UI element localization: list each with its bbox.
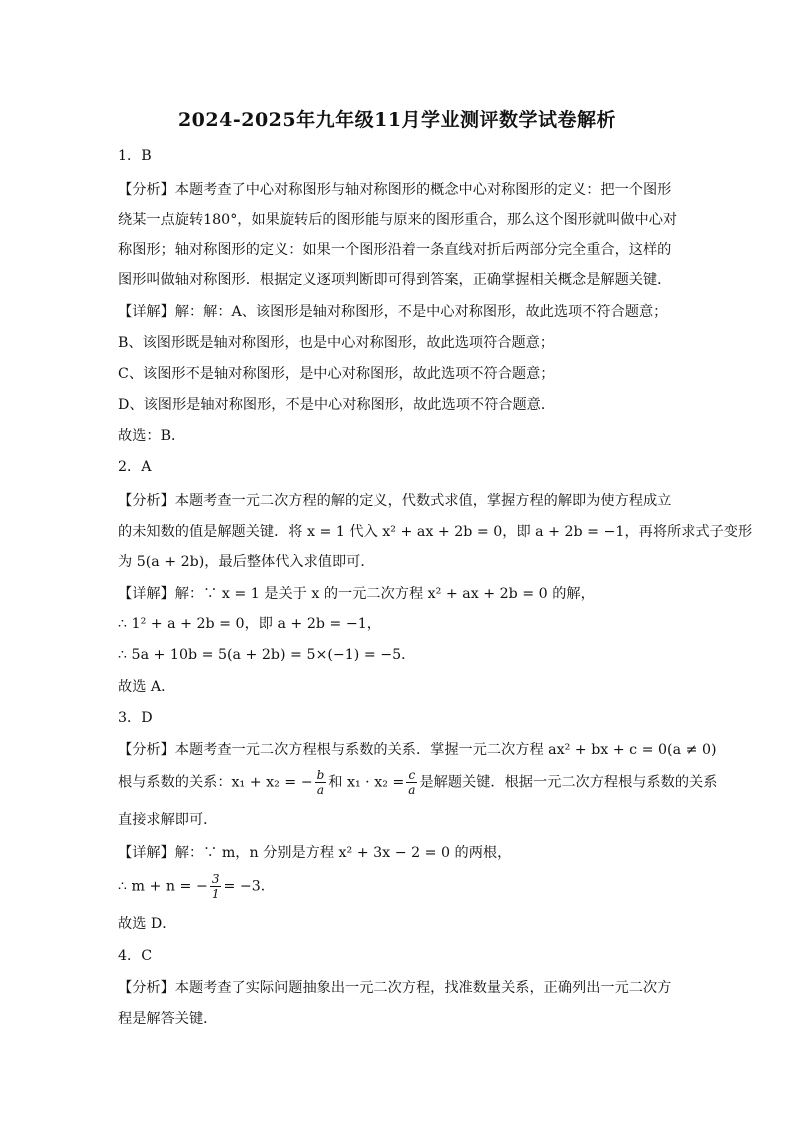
fraction-denominator: a xyxy=(316,783,325,797)
q2-analysis-line-3: 为 5(a + 2b)，最后整体代入求值即可． xyxy=(118,554,375,570)
q1-detail-line-1: 【详解】解：解：A、该图形是轴对称图形，不是中心对称图形，故此选项不符合题意； xyxy=(118,304,668,320)
q2-detail-line-3: ∴ 5a + 10b = 5(a + 2b) = 5×(−1) = −5． xyxy=(118,647,416,663)
fraction-denominator: a xyxy=(408,783,416,797)
q4-analysis-line-1: 【分析】本题考查了实际问题抽象出一元二次方程，找准数量关系，正确列出一元二次方 xyxy=(118,980,672,996)
q4-answer: 4．C xyxy=(118,948,153,964)
q3-conclusion: 故选 D． xyxy=(118,916,177,932)
q3-analysis-line-2-mid: 和 x₁ · x₂ = xyxy=(328,774,405,791)
q3-answer: 3．D xyxy=(118,710,153,726)
q2-conclusion: 故选 A． xyxy=(118,679,176,695)
q1-analysis-line-3: 称图形；轴对称图形的定义：如果一个图形沿着一条直线对折后两部分完全重合，这样的 xyxy=(118,242,672,258)
q4-analysis-line-2: 程是解答关键． xyxy=(118,1011,218,1027)
q3-detail-line-2 xyxy=(118,872,275,901)
fraction-numerator: 3 xyxy=(211,872,220,886)
q3-analysis-line-2-post: 是解题关键．根据一元二次方程根与系数的关系 xyxy=(419,774,718,791)
q1-detail-line-3: C、该图形不是轴对称图形，是中心对称图形，故此选项不符合题意； xyxy=(118,366,555,382)
fraction-3-over-1 xyxy=(210,872,222,901)
q2-answer: 2．A xyxy=(118,459,152,475)
q3-analysis-line-2-pre: 根与系数的关系：x₁ + x₂ = − xyxy=(118,774,313,791)
q2-detail-line-1: 【详解】解：∵ x = 1 是关于 x 的一元二次方程 x² + ax + 2b = 0 的解， xyxy=(118,586,595,602)
fraction-numerator: c xyxy=(406,768,417,783)
q1-conclusion: 故选：B． xyxy=(118,428,186,444)
q1-analysis-line-2: 绕某一点旋转180°，如果旋转后的图形能与原来的图形重合，那么这个图形就叫做中心对 xyxy=(118,212,678,228)
q1-analysis-line-1: 【分析】本题考查了中心对称图形与轴对称图形的概念中心对称图形的定义：把一个图形 xyxy=(118,182,672,198)
q3-detail-line-2-pre: ∴ m + n = − xyxy=(118,878,208,895)
page-title: 2024-2025年九年级11月学业测评数学试卷解析 xyxy=(177,109,617,131)
q2-analysis-line-2: 的未知数的值是解题关键．将 x = 1 代入 x² + ax + 2b = 0，即 a + 2b = −1，再将所求式子变形 xyxy=(118,524,753,540)
q1-detail-line-2: B、该图形既是轴对称图形，也是中心对称图形，故此选项符合题意； xyxy=(118,335,555,351)
fraction-denominator: 1 xyxy=(211,887,220,901)
fraction-b-over-a xyxy=(315,768,327,797)
q2-analysis-line-1: 【分析】本题考查一元二次方程的解的定义，代数式求值，掌握方程的解即为使方程成立 xyxy=(118,493,672,509)
q1-detail-line-4: D、该图形是轴对称图形，不是中心对称图形，故此选项不符合题意． xyxy=(118,397,556,413)
q3-analysis-line-2 xyxy=(118,768,717,797)
q1-analysis-line-4: 图形叫做轴对称图形．根据定义逐项判断即可得到答案，正确掌握相关概念是解题关键． xyxy=(118,272,672,288)
q3-analysis-line-3: 直接求解即可． xyxy=(118,812,218,828)
q3-detail-line-1: 【详解】解：∵ m，n 分别是方程 x² + 3x − 2 = 0 的两根， xyxy=(118,845,512,861)
q3-analysis-line-1: 【分析】本题考查一元二次方程根与系数的关系．掌握一元二次方程 ax² + bx + c = 0(a ≠ 0) xyxy=(118,742,717,758)
fraction-numerator: b xyxy=(316,768,325,782)
fraction-c-over-a xyxy=(406,768,417,797)
q2-detail-line-2: ∴ 1² + a + 2b = 0，即 a + 2b = −1， xyxy=(118,616,381,632)
q3-detail-line-2-post: = −3． xyxy=(223,878,275,895)
q1-answer: 1．B xyxy=(118,148,152,164)
